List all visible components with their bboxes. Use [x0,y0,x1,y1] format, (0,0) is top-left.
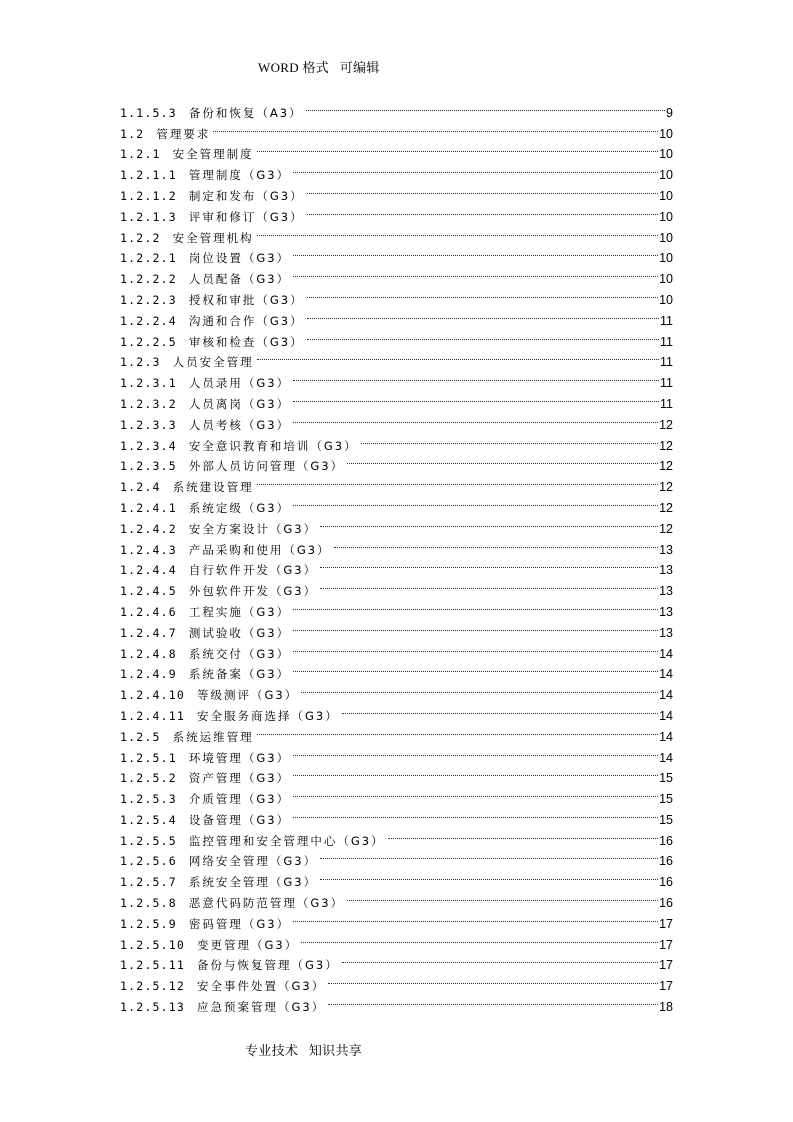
toc-entry-number: 1.1.5.3 [120,105,177,120]
toc-entry-number: 1.2.1.1 [120,168,177,183]
toc-entry-number: 1.2.2.3 [120,292,177,307]
toc-entry-page-number: 11 [660,376,673,391]
toc-entry-page-number: 12 [659,480,673,495]
toc-entry-page-number: 10 [659,209,673,224]
toc-entry-page-number: 15 [659,771,673,786]
page-footer: 专业技术 知识共享 [245,1043,363,1058]
toc-dot-leader [334,533,658,554]
toc-entry-title: 应急预案管理（G3） [197,1000,326,1015]
toc-entry-number: 1.2.4.10 [120,688,185,703]
toc-entry-number: 1.2.2 [120,230,161,245]
toc-entry-title: 备份与恢复管理（G3） [197,958,339,973]
toc-entry-page-number: 11 [660,396,673,411]
toc-entry[interactable] [120,96,673,120]
toc-entry-page-number: 17 [659,916,673,931]
toc-entry-number: 1.2.5.3 [120,792,177,807]
toc-entry-title: 系统建设管理 [172,480,254,495]
toc-entry-number: 1.2.5 [120,729,161,744]
toc-entry-page-number: 10 [659,272,673,287]
toc-dot-leader [257,470,658,491]
toc-dot-leader [347,450,658,471]
toc-dot-leader [307,200,658,221]
toc-entry-number: 1.2.5.10 [120,937,185,952]
toc-dot-leader [293,762,658,783]
toc-entry-page-number: 12 [659,438,673,453]
toc-entry-number: 1.2.5.6 [120,854,177,869]
toc-entry-title: 密码管理（G3） [188,916,291,931]
toc-entry-page-number: 16 [659,833,673,848]
toc-entry-page-number: 12 [659,417,673,432]
toc-dot-leader [293,658,658,679]
toc-dot-leader [301,678,658,699]
toc-entry-number: 1.2.4.11 [120,708,185,723]
toc-entry-number: 1.2.4.7 [120,625,177,640]
toc-entry-number: 1.2.1 [120,147,161,162]
toc-dot-leader [306,96,665,117]
toc-dot-leader [293,158,658,179]
toc-entry-title: 人员配备（G3） [188,272,291,287]
toc-entry-title: 等级测评（G3） [197,688,299,703]
toc-dot-leader [320,865,658,886]
toc-entry-number: 1.2.4.3 [120,542,177,557]
toc-entry-title: 设备管理（G3） [188,812,291,827]
toc-entry-number: 1.2.3.4 [120,438,177,453]
toc-dot-leader [293,262,658,283]
toc-dot-leader [328,990,658,1011]
toc-entry-page-number: 11 [660,334,673,349]
toc-entry-title: 岗位设置（G3） [188,251,291,266]
toc-entry-page-number: 17 [659,979,673,994]
toc-dot-leader [328,969,658,990]
toc-dot-leader [320,554,658,575]
toc-entry-page-number: 15 [659,812,673,827]
toc-dot-leader [293,408,658,429]
toc-entry-title: 人员考核（G3） [188,417,291,432]
toc-entry-number: 1.2.5.9 [120,916,177,931]
toc-dot-leader [342,949,658,970]
toc-entry-page-number: 13 [659,625,673,640]
toc-entry-page-number: 10 [659,168,673,183]
toc-entry-number: 1.2.5.11 [120,958,185,973]
toc-entry-title: 系统备案（G3） [188,667,291,682]
toc-entry-page-number: 14 [659,729,673,744]
toc-dot-leader [361,429,658,450]
toc-entry-title: 系统交付（G3） [188,646,291,661]
toc-dot-leader [293,741,658,762]
toc-entry-number: 1.2.4.2 [120,521,177,536]
toc-dot-leader [347,886,658,907]
toc-entry-number: 1.2.4.1 [120,500,177,515]
toc-entry-page-number: 14 [659,708,673,723]
toc-dot-leader [293,907,658,928]
toc-entry-number: 1.2.5.5 [120,833,177,848]
toc-dot-leader [320,574,658,595]
toc-entry-number: 1.2.2.1 [120,251,177,266]
toc-dot-leader [293,491,658,512]
toc-entry-title: 系统运维管理 [172,729,254,744]
toc-entry-title: 变更管理（G3） [197,937,299,952]
toc-entry-page-number: 14 [659,688,673,703]
toc-dot-leader [342,699,658,720]
toc-entry-number: 1.2.4.6 [120,604,177,619]
toc-entry-title: 安全事件处置（G3） [197,979,326,994]
toc-entry-title: 产品采购和使用（G3） [188,542,331,557]
toc-entry-page-number: 15 [659,792,673,807]
toc-dot-leader [307,283,658,304]
toc-entry-title: 人员离岗（G3） [188,396,291,411]
toc-entry-title: 网络安全管理（G3） [188,854,318,869]
toc-entry-title: 介质管理（G3） [188,792,291,807]
toc-entry-page-number: 9 [666,105,673,120]
toc-entry-number: 1.2.3.2 [120,396,177,411]
toc-entry-title: 安全服务商选择（G3） [197,708,339,723]
toc-entry-number: 1.2.4.4 [120,563,177,578]
toc-entry-page-number: 18 [659,1000,673,1015]
toc-entry-number: 1.2 [120,126,145,141]
toc-entry-page-number: 16 [659,875,673,890]
toc-entry-number: 1.2.1.3 [120,209,177,224]
toc-entry-page-number: 17 [659,937,673,952]
toc-dot-leader [320,845,658,866]
toc-entry-title: 安全意识教育和培训（G3） [188,438,358,453]
toc-dot-leader [293,637,658,658]
toc-entry-page-number: 16 [659,854,673,869]
toc-entry-number: 1.2.4 [120,480,161,495]
toc-entry-page-number: 13 [659,563,673,578]
toc-dot-leader [293,366,659,387]
toc-entry-page-number: 16 [659,896,673,911]
toc-dot-leader [307,179,658,200]
toc-entry-number: 1.2.4.9 [120,667,177,682]
toc-entry-title: 外部人员访问管理（G3） [188,459,345,474]
toc-entry-page-number: 14 [659,750,673,765]
toc-entry-page-number: 12 [659,459,673,474]
page-header: WORD 格式 可编辑 [258,60,380,75]
toc-entry-number: 1.2.3.3 [120,417,177,432]
toc-dot-leader [320,512,658,533]
toc-entry-number: 1.2.2.4 [120,313,177,328]
toc-dot-leader [257,720,658,741]
toc-entry-number: 1.2.3.1 [120,376,177,391]
toc-entry-number: 1.2.5.2 [120,771,177,786]
toc-entry-page-number: 10 [659,147,673,162]
toc-entry-title: 资产管理（G3） [188,771,291,786]
toc-entry-page-number: 11 [660,313,673,328]
table-of-contents [120,96,673,1015]
toc-entry-page-number: 10 [659,230,673,245]
toc-dot-leader [293,803,658,824]
toc-entry-page-number: 13 [659,584,673,599]
toc-dot-leader [307,304,659,325]
toc-entry-title: 工程实施（G3） [188,604,291,619]
toc-entry-page-number: 12 [659,500,673,515]
toc-entry-number: 1.2.3.5 [120,459,177,474]
toc-entry-title: 评审和修订（G3） [188,209,304,224]
toc-entry-title: 监控管理和安全管理中心（G3） [188,833,385,848]
toc-entry-number: 1.2.4.5 [120,584,177,599]
toc-entry-title: 审核和检查（G3） [188,334,304,349]
toc-entry-number: 1.2.4.8 [120,646,177,661]
toc-entry-number: 1.2.5.4 [120,812,177,827]
toc-dot-leader [257,138,658,159]
toc-entry-page-number: 10 [659,126,673,141]
toc-entry-page-number: 10 [659,292,673,307]
toc-entry-title: 人员录用（G3） [188,376,291,391]
toc-entry-title: 管理制度（G3） [188,168,291,183]
toc-dot-leader [293,595,658,616]
toc-entry-title: 测试验收（G3） [188,625,291,640]
toc-entry-title: 安全方案设计（G3） [188,521,318,536]
toc-entry-title: 备份和恢复（A3） [188,105,303,120]
toc-entry-page-number: 17 [659,958,673,973]
toc-dot-leader [293,387,659,408]
toc-entry-title: 安全管理制度 [172,147,254,162]
toc-entry-number: 1.2.5.12 [120,979,185,994]
toc-entry-page-number: 10 [659,188,673,203]
toc-entry-number: 1.2.5.8 [120,896,177,911]
toc-entry-page-number: 11 [660,355,673,370]
toc-entry-title: 管理要求 [156,126,211,141]
toc-dot-leader [388,824,658,845]
toc-entry-title: 恶意代码防范管理（G3） [188,896,345,911]
toc-entry-title: 系统定级（G3） [188,500,291,515]
toc-entry-number: 1.2.2.5 [120,334,177,349]
toc-entry-page-number: 13 [659,542,673,557]
toc-entry-title: 自行软件开发（G3） [188,563,318,578]
toc-entry-title: 沟通和合作（G3） [188,313,304,328]
toc-entry-title: 外包软件开发（G3） [188,584,318,599]
toc-dot-leader [257,346,659,367]
toc-entry-title: 环境管理（G3） [188,750,291,765]
toc-entry-page-number: 10 [659,251,673,266]
toc-entry-page-number: 14 [659,667,673,682]
toc-entry-title: 安全管理机构 [172,230,254,245]
toc-entry-number: 1.2.3 [120,355,161,370]
toc-entry-title: 授权和审批（G3） [188,292,304,307]
toc-entry-number: 1.2.1.2 [120,188,177,203]
toc-dot-leader [257,221,658,242]
toc-entry-title: 人员安全管理 [172,355,254,370]
toc-entry-title: 系统安全管理（G3） [188,875,318,890]
toc-dot-leader [213,117,658,138]
toc-entry-number: 1.2.5.13 [120,1000,185,1015]
toc-entry-number: 1.2.5.7 [120,875,177,890]
toc-dot-leader [307,325,659,346]
toc-entry-title: 制定和发布（G3） [188,188,304,203]
toc-dot-leader [293,782,658,803]
toc-entry-page-number: 12 [659,521,673,536]
toc-entry-number: 1.2.2.2 [120,272,177,287]
toc-dot-leader [293,616,658,637]
toc-entry-page-number: 13 [659,604,673,619]
toc-dot-leader [301,928,658,949]
toc-dot-leader [293,242,658,263]
toc-entry-number: 1.2.5.1 [120,750,177,765]
toc-entry-page-number: 14 [659,646,673,661]
